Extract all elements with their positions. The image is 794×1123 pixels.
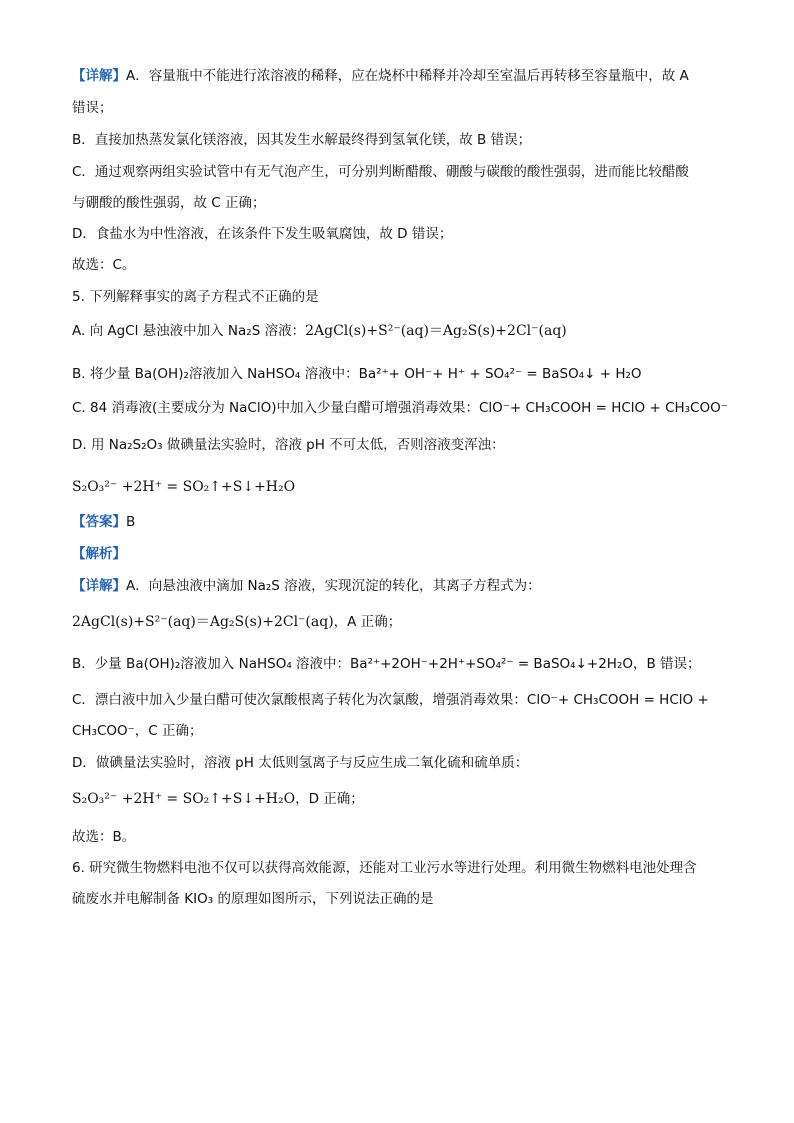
answer-tag: 【答案】 — [72, 514, 126, 530]
equation: S₂O₃²⁻ +2H⁺ = SO₂↑+S↓+H₂O — [72, 479, 296, 495]
equation: Ba²⁺+ OH⁻+ H⁺ + SO₄²⁻ = BaSO₄↓ + H₂O — [358, 366, 642, 382]
q4-detail-d: D．食盐水为中性溶液，在该条件下发生吸氧腐蚀，故 D 错误； — [72, 226, 453, 242]
q4-detail-a: 【详解】A．容量瓶中不能进行浓溶液的稀释，应在烧杯中稀释并冷却至室温后再转移至容量瓶中，故 A — [72, 68, 689, 84]
q5-analysis-tag: 【解析】 — [72, 546, 126, 562]
q5-choice: 故选：B。 — [72, 829, 136, 845]
q4-choice: 故选：C。 — [72, 257, 136, 273]
q5-detail-a: 【详解】A．向悬浊液中滴加 Na₂S 溶液，实现沉淀的转化，其离子方程式为： — [72, 578, 541, 594]
q5-answer: 【答案】B — [72, 514, 136, 530]
detail-tag: 【详解】 — [72, 68, 126, 84]
equation: S₂O₃²⁻ +2H⁺ = SO₂↑+S↓+H₂O — [72, 791, 296, 807]
q5-stem: 5. 下列解释事实的离子方程式不正确的是 — [72, 289, 319, 305]
q4-detail-a-cont: 错误； — [72, 100, 113, 116]
q5-option-d: D. 用 Na₂S₂O₃ 做碘量法实验时，溶液 pH 不可太低，否则溶液变浑浊： — [72, 437, 505, 453]
q4-detail-c: C．通过观察两组实验试管中有无气泡产生，可分别判断醋酸、硼酸与碳酸的酸性强弱，进而能比较醋酸 — [72, 164, 689, 180]
q5-detail-d-equation: S₂O₃²⁻ +2H⁺ = SO₂↑+S↓+H₂O，D 正确； — [72, 791, 364, 807]
q6-stem-cont: 硫废水并电解制备 KIO₃ 的原理如图所示，下列说法正确的是 — [72, 891, 434, 907]
equation: Ba²⁺+2OH⁻+2H⁺+SO₄²⁻ = BaSO₄↓+2H₂O — [350, 656, 633, 672]
q5-detail-d: D．做碘量法实验时，溶液 pH 太低则氢离子与反应生成二氧化硫和硫单质： — [72, 755, 529, 771]
equation: 2AgCl(s)+S²⁻(aq)＝Ag₂S(s)+2Cl⁻(aq) — [72, 614, 334, 630]
q5-detail-a-equation: 2AgCl(s)+S²⁻(aq)＝Ag₂S(s)+2Cl⁻(aq)，A 正确； — [72, 614, 402, 630]
equation: 2AgCl(s)+S²⁻(aq)＝Ag₂S(s)+2Cl⁻(aq) — [305, 323, 567, 339]
q5-option-a: A. 向 AgCl 悬浊液中加入 Na₂S 溶液：2AgCl(s)+S²⁻(aq)＝Ag₂S(s)+2Cl⁻(aq) — [72, 323, 567, 339]
q5-option-b: B. 将少量 Ba(OH)₂溶液加入 NaHSO₄ 溶液中：Ba²⁺+ OH⁻+ H⁺ + SO₄²⁻ = BaSO₄↓ + H₂O — [72, 366, 642, 382]
q5-detail-c-cont: CH₃COO⁻，C 正确； — [72, 723, 203, 739]
q5-option-c: C. 84 消毒液(主要成分为 NaClO)中加入少量白醋可增强消毒效果：ClO⁻+ CH₃COOH = HClO + CH₃COO⁻ — [72, 400, 728, 416]
q4-detail-b: B．直接加热蒸发氯化镁溶液，因其发生水解最终得到氢氧化镁，故 B 错误； — [72, 132, 532, 148]
q4-detail-c-cont: 与硼酸的酸性强弱，故 C 正确； — [72, 195, 266, 211]
q5-option-d-equation — [72, 477, 722, 497]
q5-detail-b: B．少量 Ba(OH)₂溶液加入 NaHSO₄ 溶液中：Ba²⁺+2OH⁻+2H⁺+SO₄²⁻ = BaSO₄↓+2H₂O，B 错误； — [72, 656, 701, 672]
q5-detail-c: C．漂白液中加入少量白醋可使次氯酸根离子转化为次氯酸，增强消毒效果：ClO⁻+ CH₃COOH = HClO + — [72, 692, 709, 708]
detail-tag: 【详解】 — [72, 578, 126, 594]
q6-stem: 6. 研究微生物燃料电池不仅可以获得高效能源，还能对工业污水等进行处理。利用微生物燃料电池处理含 — [72, 860, 697, 876]
